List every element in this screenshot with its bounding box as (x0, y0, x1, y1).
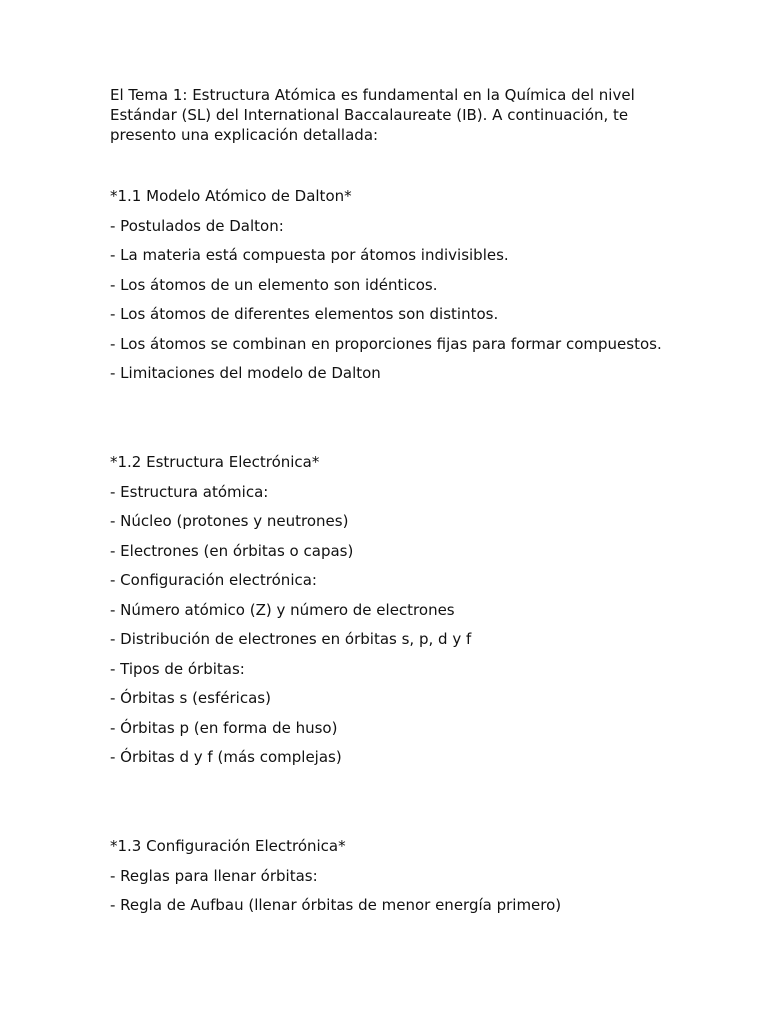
list-item: - Limitaciones del modelo de Dalton (110, 364, 381, 382)
list-item: - Distribución de electrones en órbitas s, p, d y f (110, 630, 472, 648)
list-item: - Órbitas d y f (más complejas) (110, 748, 342, 766)
list-item: - Órbitas p (en forma de huso) (110, 718, 338, 737)
list-item: - Regla de Aufbau (llenar órbitas de menor energía primero) (110, 896, 562, 914)
list-item: - Los átomos de un elemento son idénticos. (110, 275, 438, 294)
list-item: - Reglas para llenar órbitas: (110, 866, 318, 885)
section-heading: *1.2 Estructura Electrónica* (110, 453, 320, 471)
list-item: - Postulados de Dalton: (110, 216, 284, 235)
intro-paragraph: El Tema 1: Estructura Atómica es fundamental en la Química del nivel Estándar (SL) del International Baccalaureate (IB). A continuación, te presento una explicación detallada: (110, 86, 635, 144)
section-electronic-structure (110, 452, 670, 767)
section-dalton-model (110, 186, 670, 383)
list-item: - Configuración electrónica: (110, 571, 317, 589)
section-heading: *1.1 Modelo Atómico de Dalton* (110, 187, 352, 205)
list-item: - Electrones (en órbitas o capas) (110, 541, 354, 560)
section-heading: *1.3 Configuración Electrónica* (110, 837, 346, 855)
list-item: - La materia está compuesta por átomos indivisibles. (110, 246, 509, 264)
section-electronic-configuration (110, 836, 670, 915)
list-item: - Los átomos de diferentes elementos son distintos. (110, 305, 499, 323)
list-item: - Núcleo (protones y neutrones) (110, 512, 349, 530)
list-item: - Estructura atómica: (110, 482, 269, 501)
list-item: - Número atómico (Z) y número de electrones (110, 600, 455, 619)
list-item: - Órbitas s (esféricas) (110, 689, 271, 707)
list-item: - Los átomos se combinan en proporciones fijas para formar compuestos. (110, 334, 662, 353)
list-item: - Tipos de órbitas: (110, 659, 245, 678)
document-page (110, 85, 670, 915)
